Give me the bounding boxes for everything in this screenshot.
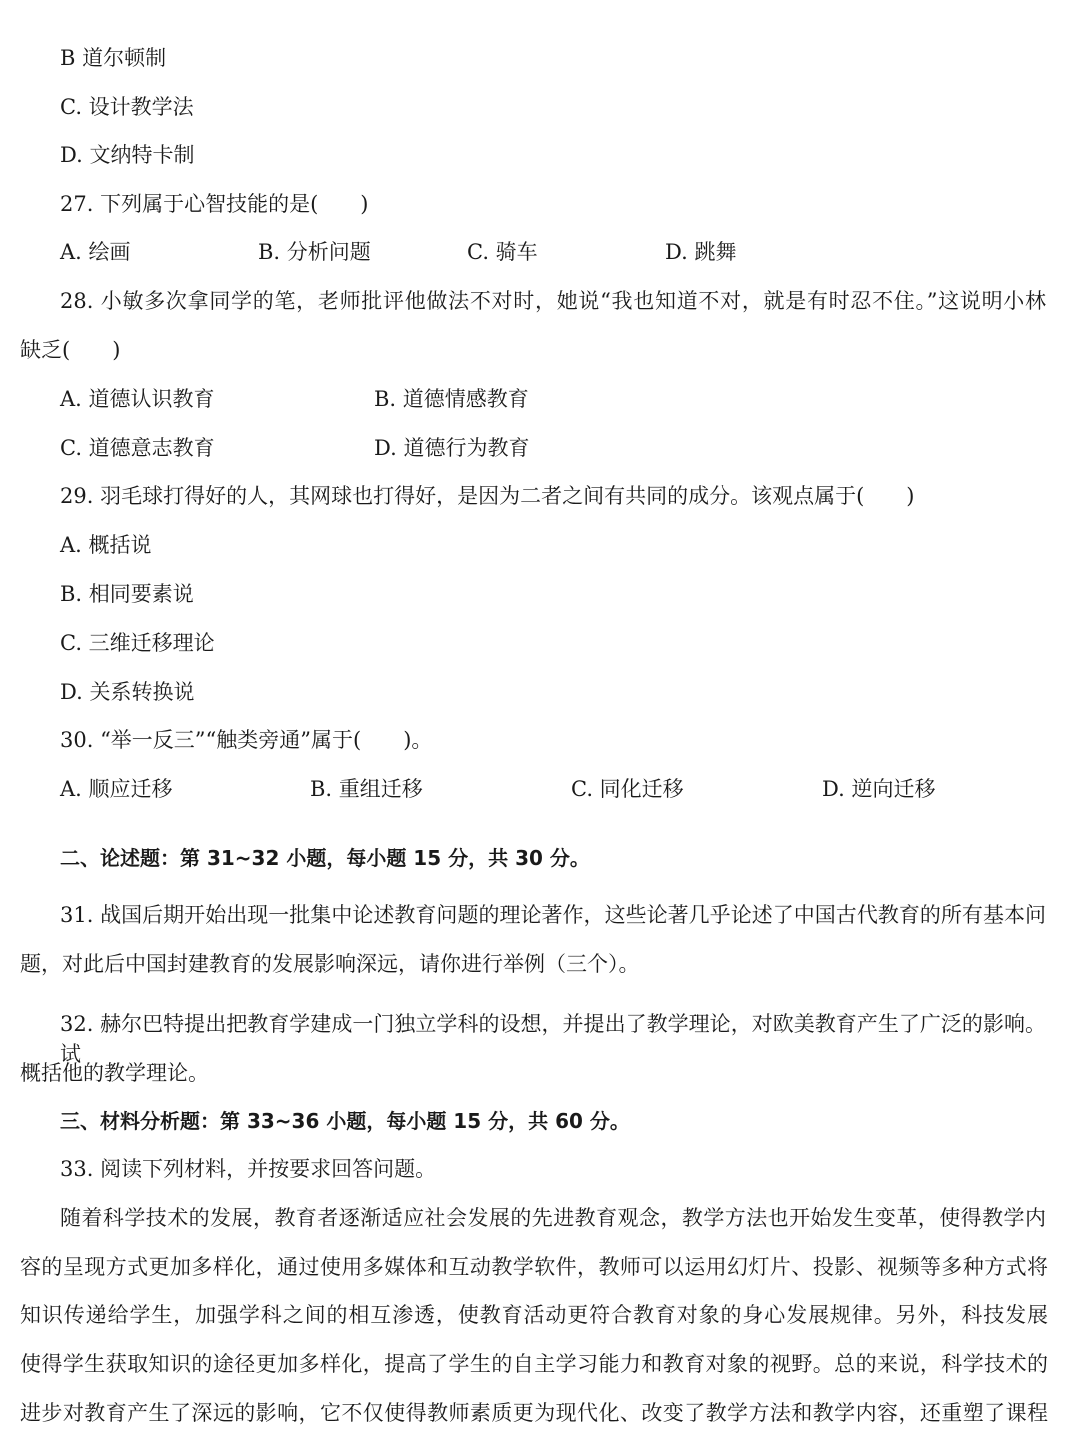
q30-option-a: A. 顺应迁移 bbox=[60, 777, 173, 801]
q33-material-line: 进步对教育产生了深远的影响，它不仅使得教师素质更为现代化、改变了教学方法和教学内容，还重塑了课程 bbox=[20, 1401, 1048, 1425]
q26-option-b: B 道尔顿制 bbox=[60, 46, 167, 70]
q31-line2: 题，对此后中国封建教育的发展影响深远，请你进行举例（三个）。 bbox=[20, 952, 640, 976]
q33-material-line: 容的呈现方式更加多样化，通过使用多媒体和互动教学软件，教师可以运用幻灯片、投影、视频等多种方式将 bbox=[20, 1255, 1048, 1279]
q29-option-c: C. 三维迁移理论 bbox=[60, 631, 215, 655]
q29-option-b: B. 相同要素说 bbox=[60, 582, 194, 606]
q29-option-a: A. 概括说 bbox=[60, 533, 152, 557]
q27-option-b: B. 分析问题 bbox=[258, 240, 371, 264]
q32-line1: 32. 赫尔巴特提出把教育学建成一门独立学科的设想，并提出了教学理论，对欧美教育产生了广泛的影响。试 bbox=[60, 1012, 1046, 1066]
q26-option-d: D. 文纳特卡制 bbox=[60, 143, 195, 167]
q29-stem: 29. 羽毛球打得好的人，其网球也打得好，是因为二者之间有共同的成分。该观点属于( ) bbox=[60, 484, 915, 508]
q26-option-c: C. 设计教学法 bbox=[60, 95, 194, 119]
q28-stem-line1: 28. 小敏多次拿同学的笔，老师批评他做法不对时，她说“我也知道不对，就是有时忍不住。”这说明小林 bbox=[60, 289, 1046, 313]
q33-material-line: 使得学生获取知识的途径更加多样化，提高了学生的自主学习能力和教育对象的视野。总的来说，科学技术的 bbox=[20, 1352, 1048, 1376]
q28-option-d: D. 道德行为教育 bbox=[374, 436, 530, 460]
section2-heading: 二、论述题：第 31~32 小题，每小题 15 分，共 30 分。 bbox=[60, 846, 590, 870]
q28-stem-line2: 缺乏( ) bbox=[20, 338, 121, 362]
q30-option-d: D. 逆向迁移 bbox=[822, 777, 936, 801]
section3-heading: 三、材料分析题：第 33~36 小题，每小题 15 分，共 60 分。 bbox=[60, 1109, 630, 1133]
q29-option-d: D. 关系转换说 bbox=[60, 680, 195, 704]
q27-option-a: A. 绘画 bbox=[60, 240, 131, 264]
q28-option-a: A. 道德认识教育 bbox=[60, 387, 215, 411]
q30-option-b: B. 重组迁移 bbox=[310, 777, 423, 801]
q33-material-line: 随着科学技术的发展，教育者逐渐适应社会发展的先进教育观念，教学方法也开始发生变革，使得教学内 bbox=[60, 1206, 1046, 1230]
q32-line2: 概括他的教学理论。 bbox=[20, 1061, 209, 1085]
q33-stem: 33. 阅读下列材料，并按要求回答问题。 bbox=[60, 1157, 437, 1181]
q31-line1: 31. 战国后期开始出现一批集中论述教育问题的理论著作，这些论著几乎论述了中国古代教育的所有基本问 bbox=[60, 903, 1046, 927]
q28-option-c: C. 道德意志教育 bbox=[60, 436, 215, 460]
q33-material-line: 知识传递给学生，加强学科之间的相互渗透，使教育活动更符合教育对象的身心发展规律。另外，科技发展 bbox=[20, 1303, 1048, 1327]
q27-option-c: C. 骑车 bbox=[467, 240, 538, 264]
q27-option-d: D. 跳舞 bbox=[665, 240, 737, 264]
q30-stem: 30. “举一反三”“触类旁通”属于( )。 bbox=[60, 728, 433, 752]
q30-option-c: C. 同化迁移 bbox=[571, 777, 684, 801]
q27-stem: 27. 下列属于心智技能的是( ) bbox=[60, 192, 369, 216]
q28-option-b: B. 道德情感教育 bbox=[374, 387, 529, 411]
